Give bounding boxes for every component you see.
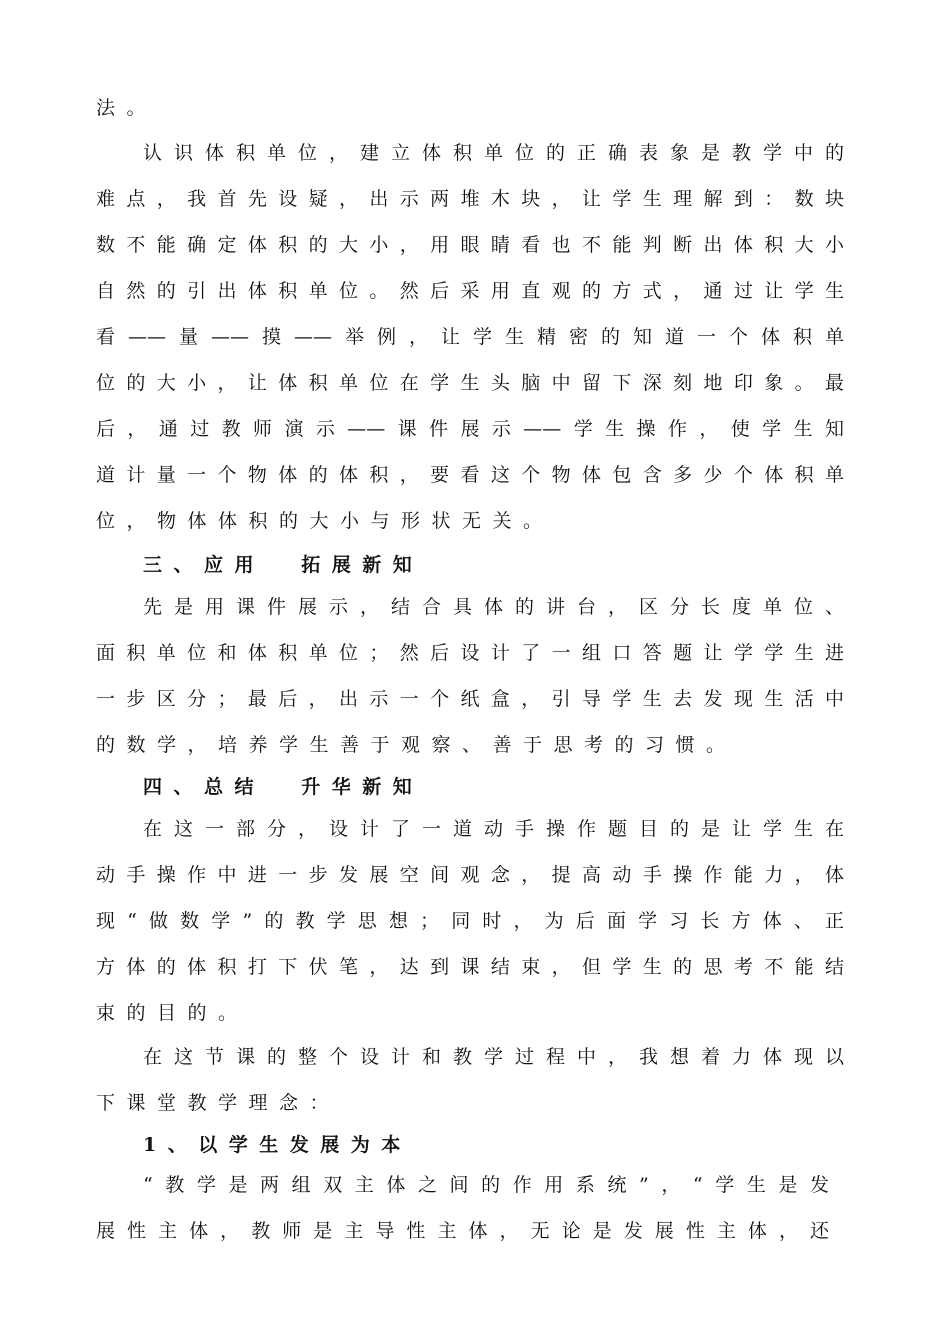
text-line: 下课堂教学理念： [96, 1092, 341, 1114]
paragraph-line: 先是用课件展示，结合具体的讲台，区分长度单位、 [143, 596, 844, 618]
text-line: 的数学，培养学生善于观察、善于思考的习惯。 [96, 734, 737, 756]
text-line: 方体的体积打下伏笔，达到课结束，但学生的思考不能结 [96, 956, 844, 978]
text-line: 后，通过教师演示——课件展示——学生操作，使学生知 [96, 418, 844, 440]
paragraph-line: 在这节课的整个设计和教学过程中，我想着力体现以 [143, 1046, 844, 1068]
section-heading: 1、以学生发展为本 [143, 1134, 412, 1156]
text-line: 数不能确定体积的大小，用眼睛看也不能判断出体积大小 [96, 234, 844, 256]
text-line: 难点，我首先设疑，出示两堆木块，让学生理解到：数块 [96, 188, 844, 210]
text-line: 自然的引出体积单位。然后采用直观的方式，通过让学生 [96, 280, 844, 302]
text-line: 现“做数学”的教学思想；同时，为后面学习长方体、正 [96, 910, 844, 932]
text-line: 展性主体，教师是主导性主体，无论是发展性主体，还 [96, 1220, 829, 1242]
paragraph-line: “教学是两组双主体之间的作用系统”，“学生是发 [143, 1174, 829, 1196]
text-line: 位的大小，让体积单位在学生头脑中留下深刻地印象。最 [96, 372, 844, 394]
text-line: 动手操作中进一步发展空间观念，提高动手操作能力，体 [96, 864, 844, 886]
paragraph-line: 认识体积单位，建立体积单位的正确表象是教学中的 [143, 142, 844, 164]
text-line: 看——量——摸——举例，让学生精密的知道一个体积单 [96, 326, 844, 348]
text-line: 位，物体体积的大小与形状无关。 [96, 510, 554, 532]
text-line: 道计量一个物体的体积，要看这个物体包含多少个体积单 [96, 464, 844, 486]
text-line: 面积单位和体积单位；然后设计了一组口答题让学学生进 [96, 642, 844, 664]
paragraph-line: 在这一部分，设计了一道动手操作题目的是让学生在 [143, 818, 844, 840]
section-heading: 三、应用 拓展新知 [143, 554, 424, 576]
section-heading: 四、总结 升华新知 [143, 776, 424, 798]
text-line: 束的目的。 [96, 1002, 249, 1024]
text-line: 法。 [96, 97, 158, 119]
text-line: 一步区分；最后，出示一个纸盒，引导学生去发现生活中 [96, 688, 844, 710]
